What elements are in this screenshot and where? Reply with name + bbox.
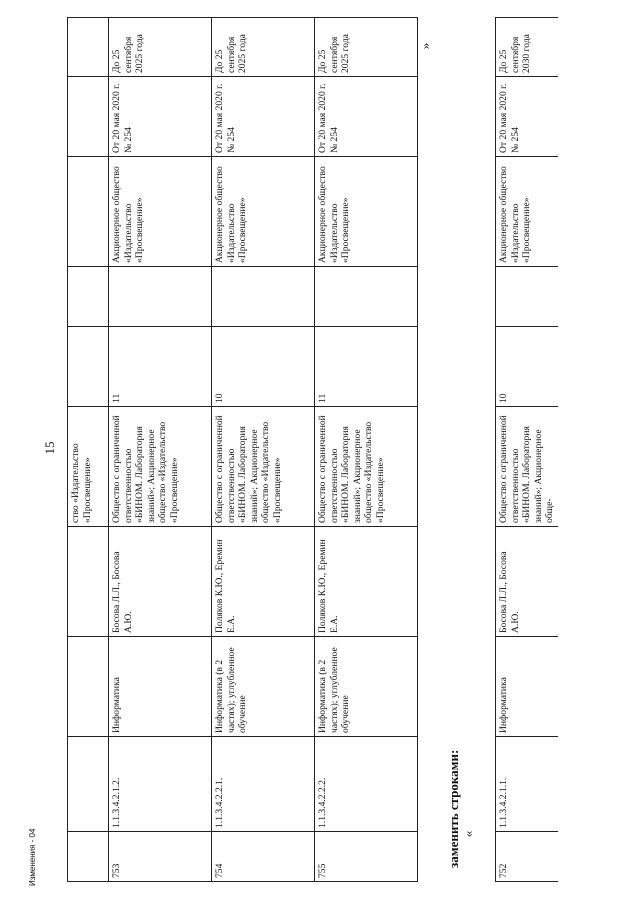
cell-num: 753 (109, 832, 212, 882)
cell-rights-holder: Акционерное общество «Издательство «Просвещение» (212, 157, 315, 267)
cell-note (315, 267, 418, 327)
cell-title: Информатика (496, 637, 558, 737)
cell-code: 1.1.3.4.2.2.2. (315, 737, 418, 832)
opening-quote: « (460, 830, 476, 838)
cell-publisher: Общество с ограниченной ответственностью «БИНОМ. Лаборатория знаний»; Акционерное общество «Издательство «Просвещение» (212, 407, 315, 527)
cell-authors: Босова Л.Л., Босова А.Ю. (496, 527, 558, 637)
cell-title (68, 637, 109, 737)
cell-rights-holder: Акционерное общество «Издательство «Просвещение» (109, 157, 212, 267)
cell-grade: 10 (496, 327, 558, 407)
replace-with-rows-caption: заменить строками: (446, 749, 461, 868)
cell-order: От 20 мая 2020 г. № 254 (315, 77, 418, 157)
cell-authors: Поляков К.Ю., Еремин Е.А. (315, 527, 418, 637)
table-row (212, 18, 315, 882)
cell-term (68, 18, 109, 77)
cell-term: До 25 сентября 2030 года (496, 18, 558, 77)
cell-term: До 25 сентября 2025 года (315, 18, 418, 77)
registry-table-bottom (495, 17, 558, 882)
cell-grade (68, 327, 109, 407)
cell-title: Информатика (в 2 частях); углубленное обучение (212, 637, 315, 737)
cell-term: До 25 сентября 2025 года (212, 18, 315, 77)
closing-quote: » (417, 42, 433, 50)
cell-code: 1.1.3.4.2.1.2. (109, 737, 212, 832)
page-number: 15 (42, 441, 57, 455)
cell-title: Информатика (109, 637, 212, 737)
cell-publisher: Общество с ограниченной ответственностью «БИНОМ. Лаборатория знаний»; Акционерное общество «Издательство «Просвещение» (315, 407, 418, 527)
cell-code (68, 737, 109, 832)
cell-title: Информатика (в 2 частях); углубленное обучение (315, 637, 418, 737)
cell-num: 754 (212, 832, 315, 882)
table-row (496, 18, 558, 882)
cell-publisher: ство «Издательство «Просвещение» (68, 407, 109, 527)
cell-publisher: Общество с ограниченной ответственностью «БИНОМ. Лаборатория знаний»; Акционерное обще- (496, 407, 558, 527)
table-row-continuation (68, 18, 109, 882)
cell-note (496, 267, 558, 327)
registry-table-top (67, 17, 418, 882)
cell-order: От 20 мая 2020 г. № 254 (109, 77, 212, 157)
cell-publisher: Общество с ограниченной ответственностью «БИНОМ. Лаборатория знаний»; Акционерное общество «Издательство «Просвещение» (109, 407, 212, 527)
table-row (109, 18, 212, 882)
cell-term: До 25 сентября 2025 года (109, 18, 212, 77)
cell-order: От 20 мая 2020 г. № 254 (212, 77, 315, 157)
cell-rights-holder: Акционерное общество «Издательство «Просвещение» (315, 157, 418, 267)
cell-grade: 11 (315, 327, 418, 407)
cell-order (68, 77, 109, 157)
cell-order: От 20 мая 2020 г. № 254 (496, 77, 558, 157)
cell-grade: 11 (109, 327, 212, 407)
cell-num: 755 (315, 832, 418, 882)
cell-rights-holder (68, 157, 109, 267)
cell-rights-holder: Акционерное общество «Издательство «Просвещение» (496, 157, 558, 267)
cell-code: 1.1.3.4.2.2.1. (212, 737, 315, 832)
cell-note (109, 267, 212, 327)
footer-note: Изменения - 04 (28, 828, 37, 886)
table-row (315, 18, 418, 882)
cell-code: 1.1.3.4.2.1.1. (496, 737, 558, 832)
cell-num (68, 832, 109, 882)
cell-note (212, 267, 315, 327)
cell-num: 752 (496, 832, 558, 882)
cell-authors: Поляков К.Ю., Еремин Е.А. (212, 527, 315, 637)
cell-authors: Босова Л.Л., Босова А.Ю. (109, 527, 212, 637)
cell-grade: 10 (212, 327, 315, 407)
cell-authors (68, 527, 109, 637)
cell-note (68, 267, 109, 327)
